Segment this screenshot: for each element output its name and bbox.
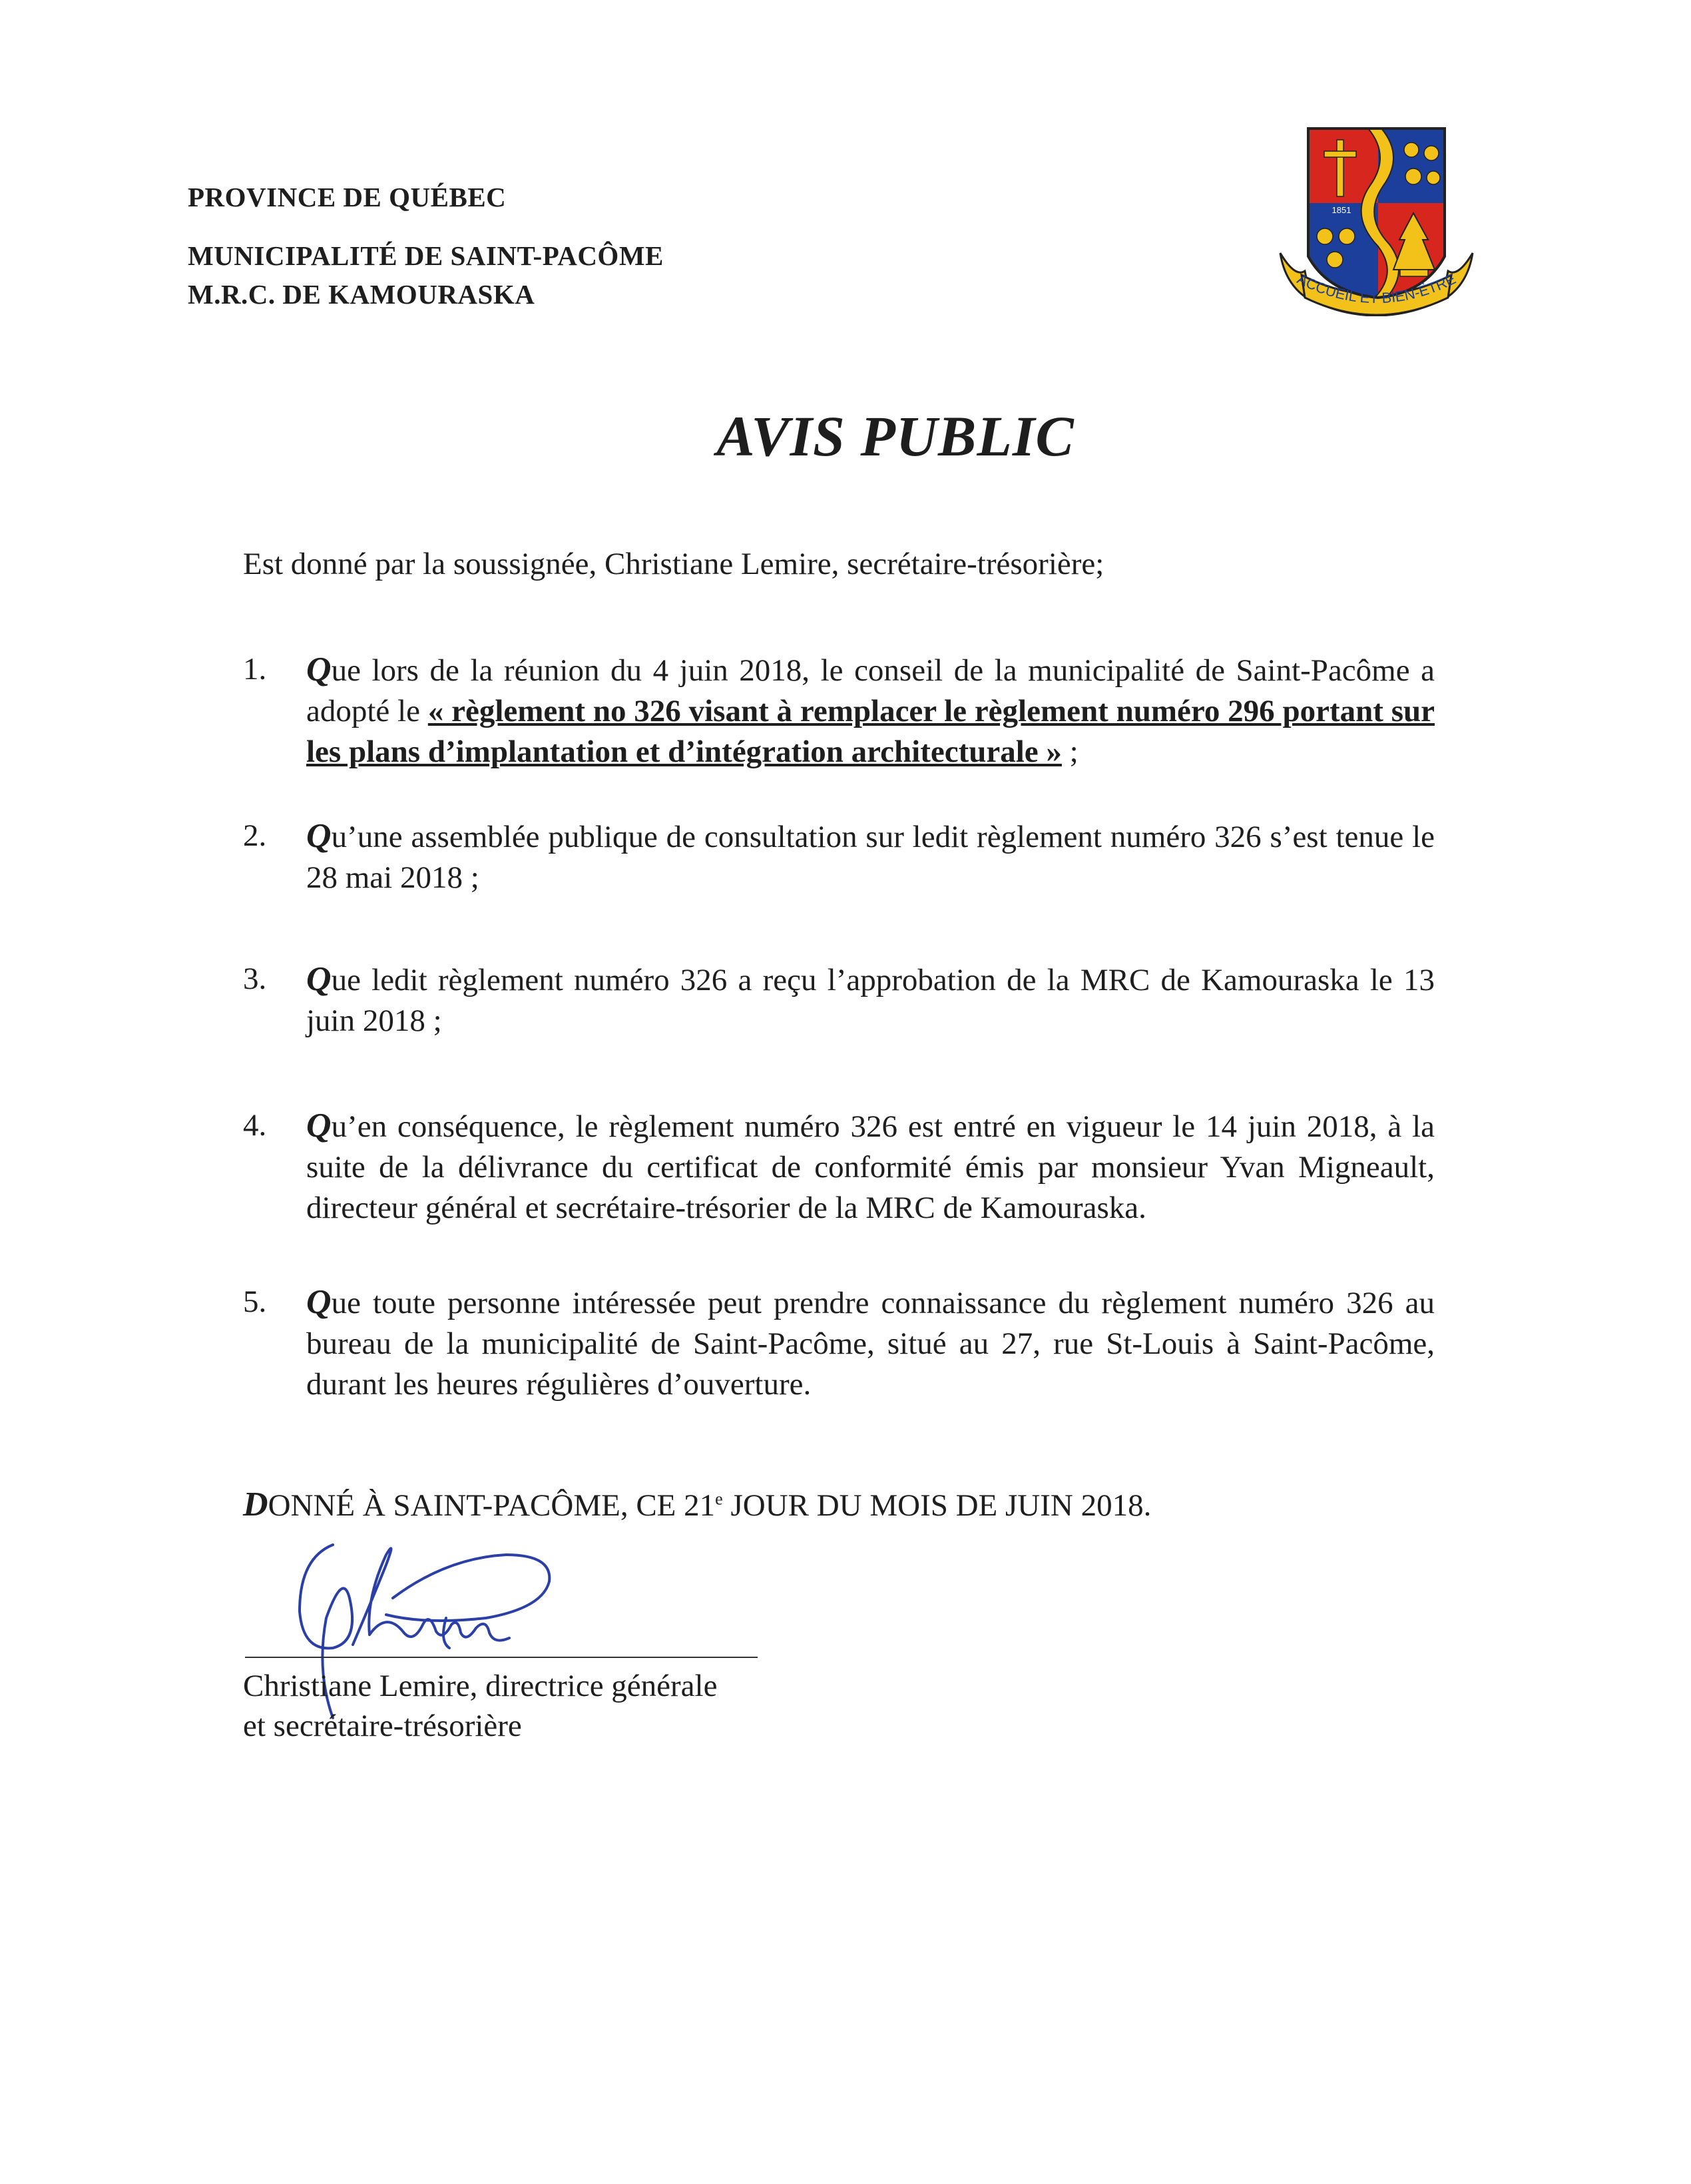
item-lead-letter: Q [306,817,332,855]
signer-name-title: Christiane Lemire, directrice générale [243,1669,718,1703]
item-number: 5. [243,1284,267,1319]
crest-year: 1851 [1331,205,1351,215]
given-lead-letter: D [243,1486,268,1523]
item-number: 2. [243,818,267,853]
municipal-crest-logo [1268,123,1485,316]
item-lead-letter: Q [306,960,332,998]
crest-motto-text: ACCUEIL ET BIEN-ÊTRE [1294,270,1459,307]
signature-line [245,1657,758,1658]
item-lead-letter: Q [306,651,332,688]
given-text-end: JOUR DU MOIS DE JUIN 2018. [722,1488,1152,1523]
page-title: AVIS PUBLIC [716,404,1075,468]
header-municipality: MUNICIPALITÉ DE SAINT-PACÔME [188,240,664,271]
item-text: u’une assemblée publique de consultation sur ledit règlement numéro 326 s’est tenue le 28 mai 2018 ; [306,820,1435,895]
item-number: 3. [243,961,267,996]
given-text: ONNÉ À SAINT-PACÔME, CE 21 [268,1488,716,1523]
item-text: ue toute personne intéressée peut prendre connaissance du règlement numéro 326 au bureau de la municipalité de Saint-Pacôme, situé au 27, rue St-Louis à Saint-Pacôme, durant les heures régulières d’ouverture. [306,1286,1435,1402]
list-item [243,1105,1435,1228]
header-province: PROVINCE DE QUÉBEC [188,182,507,212]
list-item [243,816,1435,898]
item-text: ue lors de la réunion du 4 juin 2018, le conseil de la municipalité de Saint-Pacôme a adopté le [306,653,1435,728]
item-text: u’en conséquence, le règlement numéro 326 est entré en vigueur le 14 juin 2018, à la suite de la délivrance du certificat de conformité émis par monsieur Yvan Migneault, directeur général et secrétaire-trésorier de la MRC de Kamouraska. [306,1109,1435,1225]
list-item [243,1282,1435,1405]
item-lead-letter: Q [306,1283,332,1321]
list-item [243,649,1435,772]
item-text-end: ; [1061,734,1079,769]
item-text: ue ledit règlement numéro 326 a reçu l’approbation de la MRC de Kamouraska le 13 juin 2018 ; [306,963,1435,1038]
item-number: 1. [243,652,267,686]
list-item [243,959,1435,1041]
given-superscript: e [715,1489,723,1509]
signer-title-line2: et secrétaire-trésorière [243,1709,522,1743]
intro-text: Est donné par la soussignée, Christiane Lemire, secrétaire-trésorière; [243,547,1104,581]
item-lead-letter: Q [306,1107,332,1145]
header-mrc: M.R.C. DE KAMOURASKA [188,279,535,310]
regulation-title: « règlement no 326 visant à remplacer le règlement numéro 296 portant sur les plans d’implantation et d’intégration architecturale » [306,694,1435,769]
item-number: 4. [243,1108,267,1143]
